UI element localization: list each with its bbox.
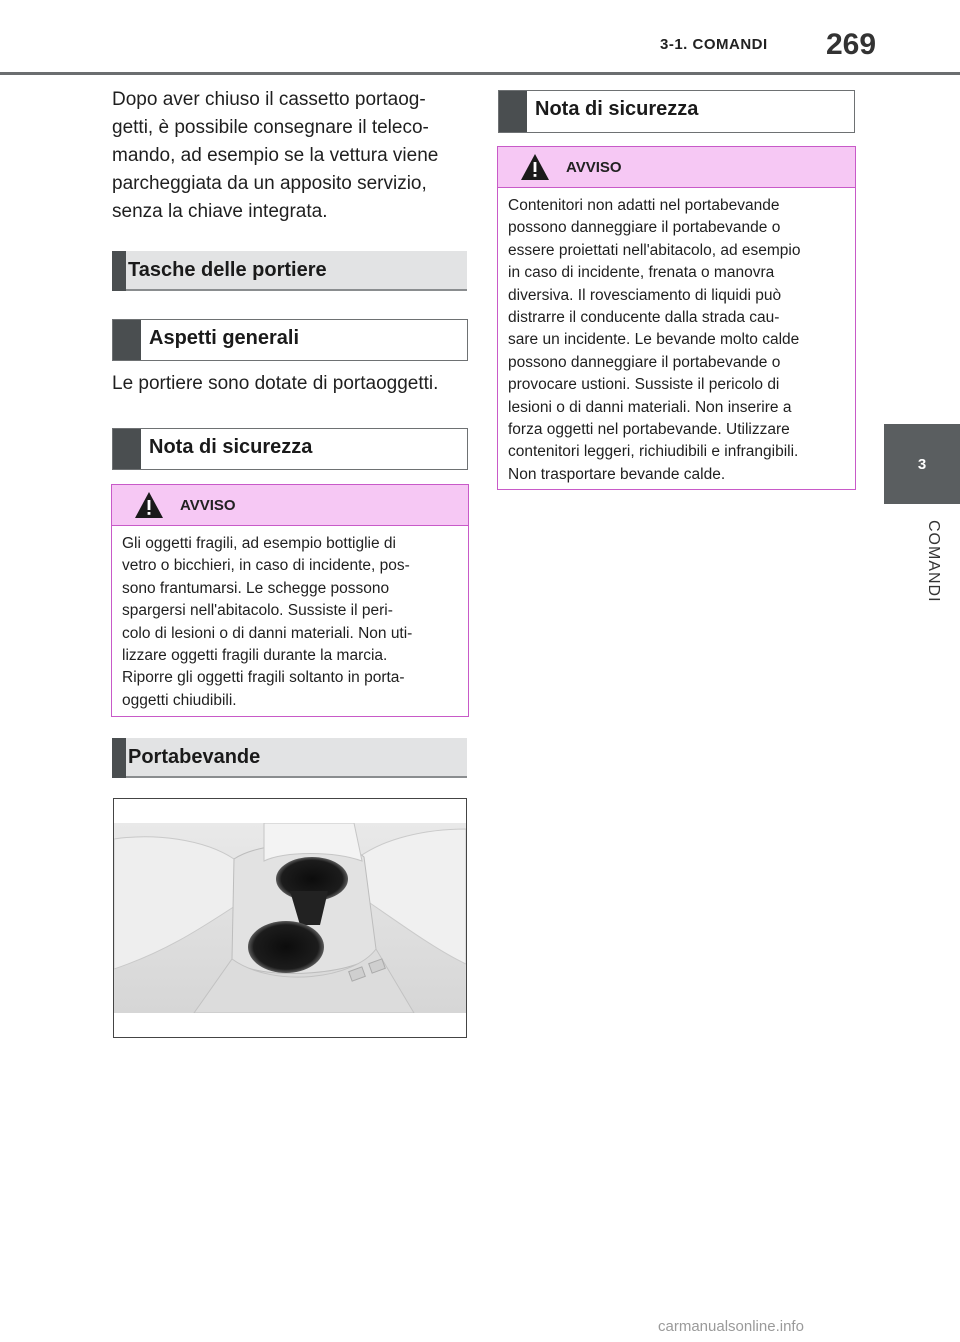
warning-header: [112, 485, 468, 526]
warning-line: in caso di incidente, frenata o manovra: [508, 264, 775, 282]
chapter-tab[interactable]: [884, 424, 960, 504]
warning-line: vetro o bicchieri, in caso di incidente, pos-: [122, 557, 410, 575]
warning-line: possono danneggiare il portabevande o: [508, 353, 781, 371]
heading-text: Nota di sicurezza: [149, 436, 313, 458]
center-console-image: [114, 799, 466, 1037]
subsection-heading-general: [112, 319, 468, 361]
warning-line: essere proiettati nell'abitacolo, ad esempio: [508, 241, 801, 259]
warning-line: provocare ustioni. Sussiste il pericolo di: [508, 376, 780, 394]
heading-accent-bar: [113, 429, 141, 469]
warning-triangle-icon: [134, 490, 164, 520]
intro-line: getti, è possibile consegnare il teleco-: [112, 117, 429, 138]
warning-line: colo di lesioni o di danni materiali. Non uti-: [122, 624, 413, 642]
cupholder-illustration: [113, 798, 467, 1038]
warning-text: [508, 195, 847, 486]
warning-line: forza oggetti nel portabevande. Utilizzare: [508, 421, 790, 439]
heading-text: Aspetti generali: [149, 327, 300, 349]
header-divider: [0, 72, 960, 75]
warning-label: AVVISO: [180, 497, 236, 514]
heading-accent-bar: [112, 251, 126, 291]
heading-accent-bar: [112, 738, 126, 778]
warning-line: lesioni o di danni materiali. Non inserire a: [508, 398, 792, 416]
section-heading-cupholders: [112, 738, 467, 778]
warning-line: sono frantumarsi. Le schegge possono: [122, 579, 390, 597]
heading-text: Portabevande: [128, 746, 261, 768]
warning-line: contenitori leggeri, richiudibili e infrangibili.: [508, 443, 799, 461]
warning-line: spargersi nell'abitacolo. Sussiste il peri-: [122, 602, 393, 620]
intro-line: parcheggiata da un apposito servizio,: [112, 173, 427, 194]
chapter-label: COMANDI: [925, 520, 942, 603]
warning-line: lizzare oggetti fragili durante la marcia.: [122, 647, 388, 665]
warning-line: Contenitori non adatti nel portabevande: [508, 197, 780, 214]
warning-box-right: [497, 146, 856, 490]
warning-box-left: [111, 484, 469, 717]
warning-label: AVVISO: [566, 159, 622, 176]
running-header-section: 3-1. COMANDI: [660, 36, 768, 53]
warning-line: Non trasportare bevande calde.: [508, 465, 726, 483]
door-pockets-paragraph: Le portiere sono dotate di portaoggetti.: [112, 373, 439, 394]
chapter-number: 3: [917, 455, 927, 473]
heading-accent-bar: [499, 91, 527, 132]
warning-triangle-icon: [520, 152, 550, 182]
heading-text: Tasche delle portiere: [128, 259, 327, 281]
intro-line: mando, ad esempio se la vettura viene: [112, 145, 439, 166]
watermark-text[interactable]: carmanualsonline.info: [658, 1318, 804, 1335]
intro-line: Dopo aver chiuso il cassetto portaog-: [112, 89, 426, 110]
subsection-heading-safety-right: [498, 90, 855, 133]
warning-line: Riporre gli oggetti fragili soltanto in porta-: [122, 669, 405, 687]
warning-line: possono danneggiare il portabevande o: [508, 219, 781, 237]
warning-line: Gli oggetti fragili, ad esempio bottiglie di: [122, 535, 396, 552]
warning-line: oggetti chiudibili.: [122, 691, 237, 709]
section-heading-door-pockets: [112, 251, 467, 291]
intro-paragraph: [112, 86, 472, 226]
warning-line: distrarre il conducente dalla strada cau-: [508, 309, 780, 327]
intro-line: senza la chiave integrata.: [112, 201, 328, 222]
warning-header: [498, 147, 855, 188]
subsection-heading-safety-left: [112, 428, 468, 470]
heading-accent-bar: [113, 320, 141, 360]
heading-text: Nota di sicurezza: [535, 98, 699, 120]
page-number: 269: [826, 28, 877, 61]
warning-text: [122, 533, 460, 712]
warning-line: sare un incidente. Le bevande molto calde: [508, 331, 800, 349]
warning-line: diversiva. Il rovesciamento di liquidi può: [508, 286, 782, 304]
